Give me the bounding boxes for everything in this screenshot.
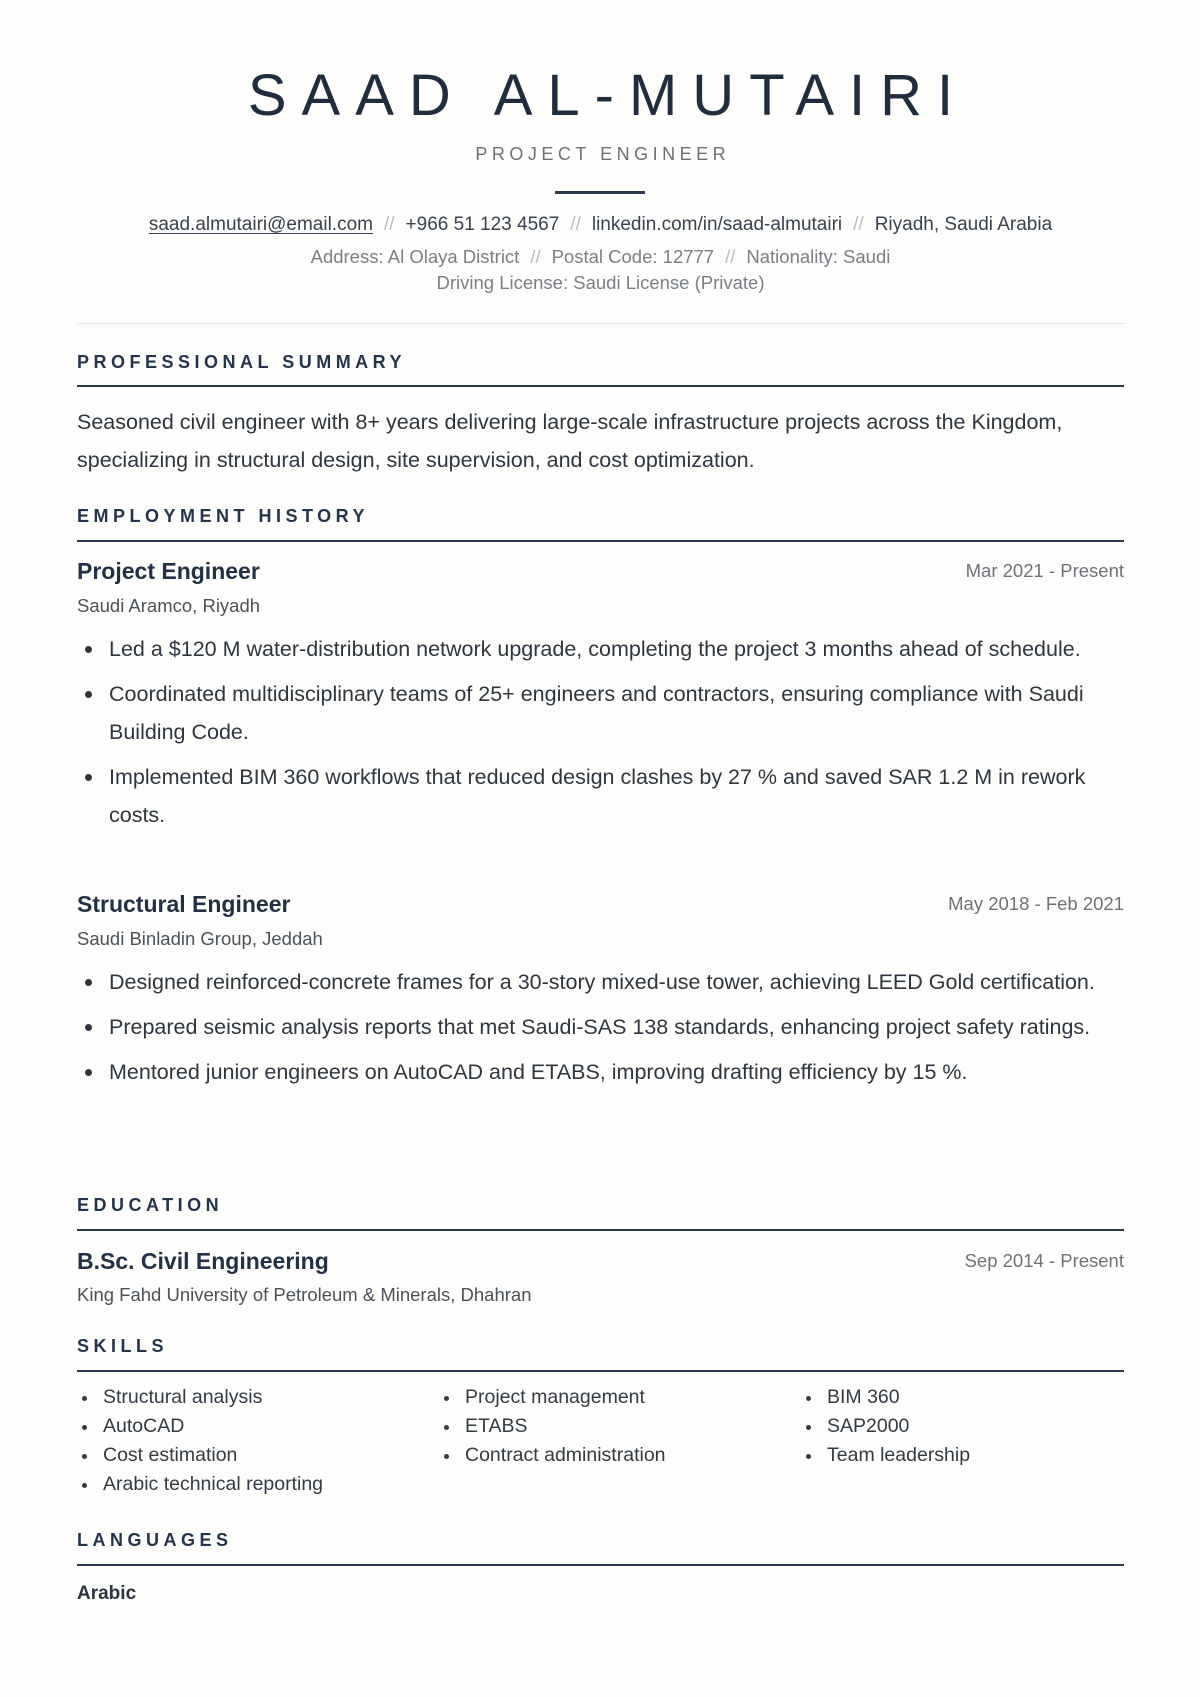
- skill-label: AutoCAD: [103, 1415, 185, 1437]
- skills-column: [801, 1383, 1121, 1470]
- skill-label: Team leadership: [827, 1444, 971, 1466]
- location: Riyadh, Saudi Arabia: [874, 214, 1053, 235]
- bullet-icon: [444, 1396, 449, 1401]
- list-item: [77, 1412, 407, 1441]
- list-item: [77, 1008, 1124, 1046]
- section-rule: [77, 385, 1124, 387]
- bullet-icon: [444, 1454, 449, 1459]
- bullet-icon: [85, 979, 92, 986]
- language-item: Arabic: [77, 1583, 137, 1604]
- contact-secondary-row: [77, 246, 1124, 268]
- list-item: [77, 1383, 407, 1412]
- section-title-languages: LANGUAGES: [77, 1530, 233, 1550]
- accent-divider: [555, 191, 645, 194]
- job-bullets: [77, 630, 1124, 841]
- skill-label: Project management: [465, 1386, 645, 1408]
- section-title-education: EDUCATION: [77, 1195, 224, 1215]
- bullet-icon: [85, 1069, 92, 1076]
- list-item: [801, 1412, 1121, 1441]
- header-divider: [77, 323, 1124, 324]
- bullet-text: Mentored junior engineers on AutoCAD and ETABS, improving drafting efficiency by 15 %.: [109, 1060, 968, 1084]
- section-rule: [77, 540, 1124, 542]
- list-item: [77, 1470, 407, 1499]
- skill-label: SAP2000: [827, 1415, 910, 1437]
- skill-label: Arabic technical reporting: [103, 1473, 324, 1495]
- bullet-icon: [82, 1483, 87, 1488]
- bullet-icon: [85, 774, 92, 781]
- candidate-name: SAAD AL-MUTAIRI: [247, 63, 969, 128]
- separator: //: [725, 246, 736, 267]
- list-item: [77, 963, 1124, 1001]
- list-item: [439, 1412, 769, 1441]
- linkedin-url: linkedin.com/in/saad-almutairi: [591, 214, 843, 235]
- bullet-icon: [85, 646, 92, 653]
- list-item: [801, 1383, 1121, 1412]
- bullet-text: Led a $120 M water-distribution network upgrade, completing the project 3 months ahead of schedule.: [109, 637, 1081, 661]
- summary-text: Seasoned civil engineer with 8+ years delivering large-scale infrastructure projects across the Kingdom, specializing in structural design, site supervision, and cost optimization.: [77, 410, 1063, 472]
- skills-column: [77, 1383, 407, 1499]
- skill-label: Cost estimation: [103, 1444, 238, 1466]
- separator: //: [570, 214, 581, 235]
- bullet-icon: [85, 1024, 92, 1031]
- candidate-role: PROJECT ENGINEER: [475, 144, 731, 164]
- bullet-icon: [444, 1425, 449, 1430]
- bullet-text: Designed reinforced-concrete frames for a 30-story mixed-use tower, achieving LEED Gold certification.: [109, 970, 1095, 994]
- contact-tertiary-row: [77, 272, 1124, 294]
- school-name: King Fahd University of Petroleum & Minerals, Dhahran: [77, 1284, 532, 1305]
- skill-label: BIM 360: [827, 1386, 900, 1408]
- section-rule: [77, 1564, 1124, 1566]
- list-item: [77, 758, 1124, 834]
- email-link[interactable]: saad.almutairi@email.com: [148, 214, 373, 235]
- list-item: [439, 1383, 769, 1412]
- section-rule: [77, 1370, 1124, 1372]
- list-item: [439, 1441, 769, 1470]
- address: Address: Al Olaya District: [310, 246, 520, 267]
- education-dates: Sep 2014 - Present: [964, 1250, 1124, 1271]
- list-item: [77, 1053, 1124, 1091]
- bullet-icon: [82, 1396, 87, 1401]
- section-rule: [77, 1229, 1124, 1231]
- list-item: [77, 630, 1124, 668]
- separator: //: [853, 214, 864, 235]
- bullet-text: Coordinated multidisciplinary teams of 25+ engineers and contractors, ensuring compliance with Saudi Building Code.: [109, 682, 1084, 744]
- job-dates: May 2018 - Feb 2021: [948, 893, 1124, 914]
- job-company: Saudi Aramco, Riyadh: [77, 595, 261, 616]
- job-title: Structural Engineer: [77, 891, 291, 917]
- section-title-skills: SKILLS: [77, 1336, 169, 1356]
- bullet-icon: [85, 691, 92, 698]
- job-bullets: [77, 963, 1124, 1098]
- postal-code: Postal Code: 12777: [551, 246, 715, 267]
- nationality: Nationality: Saudi: [746, 246, 891, 267]
- bullet-icon: [82, 1425, 87, 1430]
- bullet-icon: [806, 1396, 811, 1401]
- bullet-text: Prepared seismic analysis reports that met Saudi-SAS 138 standards, enhancing project safety ratings.: [109, 1015, 1091, 1039]
- separator: //: [383, 214, 395, 235]
- skills-column: [439, 1383, 769, 1470]
- driving-license: Driving License: Saudi License (Private): [436, 272, 765, 293]
- section-title-employment: EMPLOYMENT HISTORY: [77, 506, 370, 526]
- bullet-icon: [806, 1454, 811, 1459]
- skill-label: Contract administration: [465, 1444, 666, 1466]
- separator: //: [530, 246, 541, 267]
- bullet-icon: [82, 1454, 87, 1459]
- list-item: [801, 1441, 1121, 1470]
- contact-primary-row: [77, 214, 1124, 236]
- phone-number: +966 51 123 4567: [405, 214, 560, 235]
- bullet-icon: [806, 1425, 811, 1430]
- skill-label: Structural analysis: [103, 1386, 263, 1408]
- skill-label: ETABS: [465, 1415, 528, 1437]
- list-item: [77, 675, 1124, 751]
- job-title: Project Engineer: [77, 558, 260, 584]
- job-company: Saudi Binladin Group, Jeddah: [77, 928, 323, 949]
- section-title-summary: PROFESSIONAL SUMMARY: [77, 352, 407, 372]
- list-item: [77, 1441, 407, 1470]
- degree-title: B.Sc. Civil Engineering: [77, 1248, 329, 1274]
- job-dates: Mar 2021 - Present: [965, 560, 1124, 581]
- bullet-text: Implemented BIM 360 workflows that reduced design clashes by 27 % and saved SAR 1.2 M in rework costs.: [109, 765, 1086, 827]
